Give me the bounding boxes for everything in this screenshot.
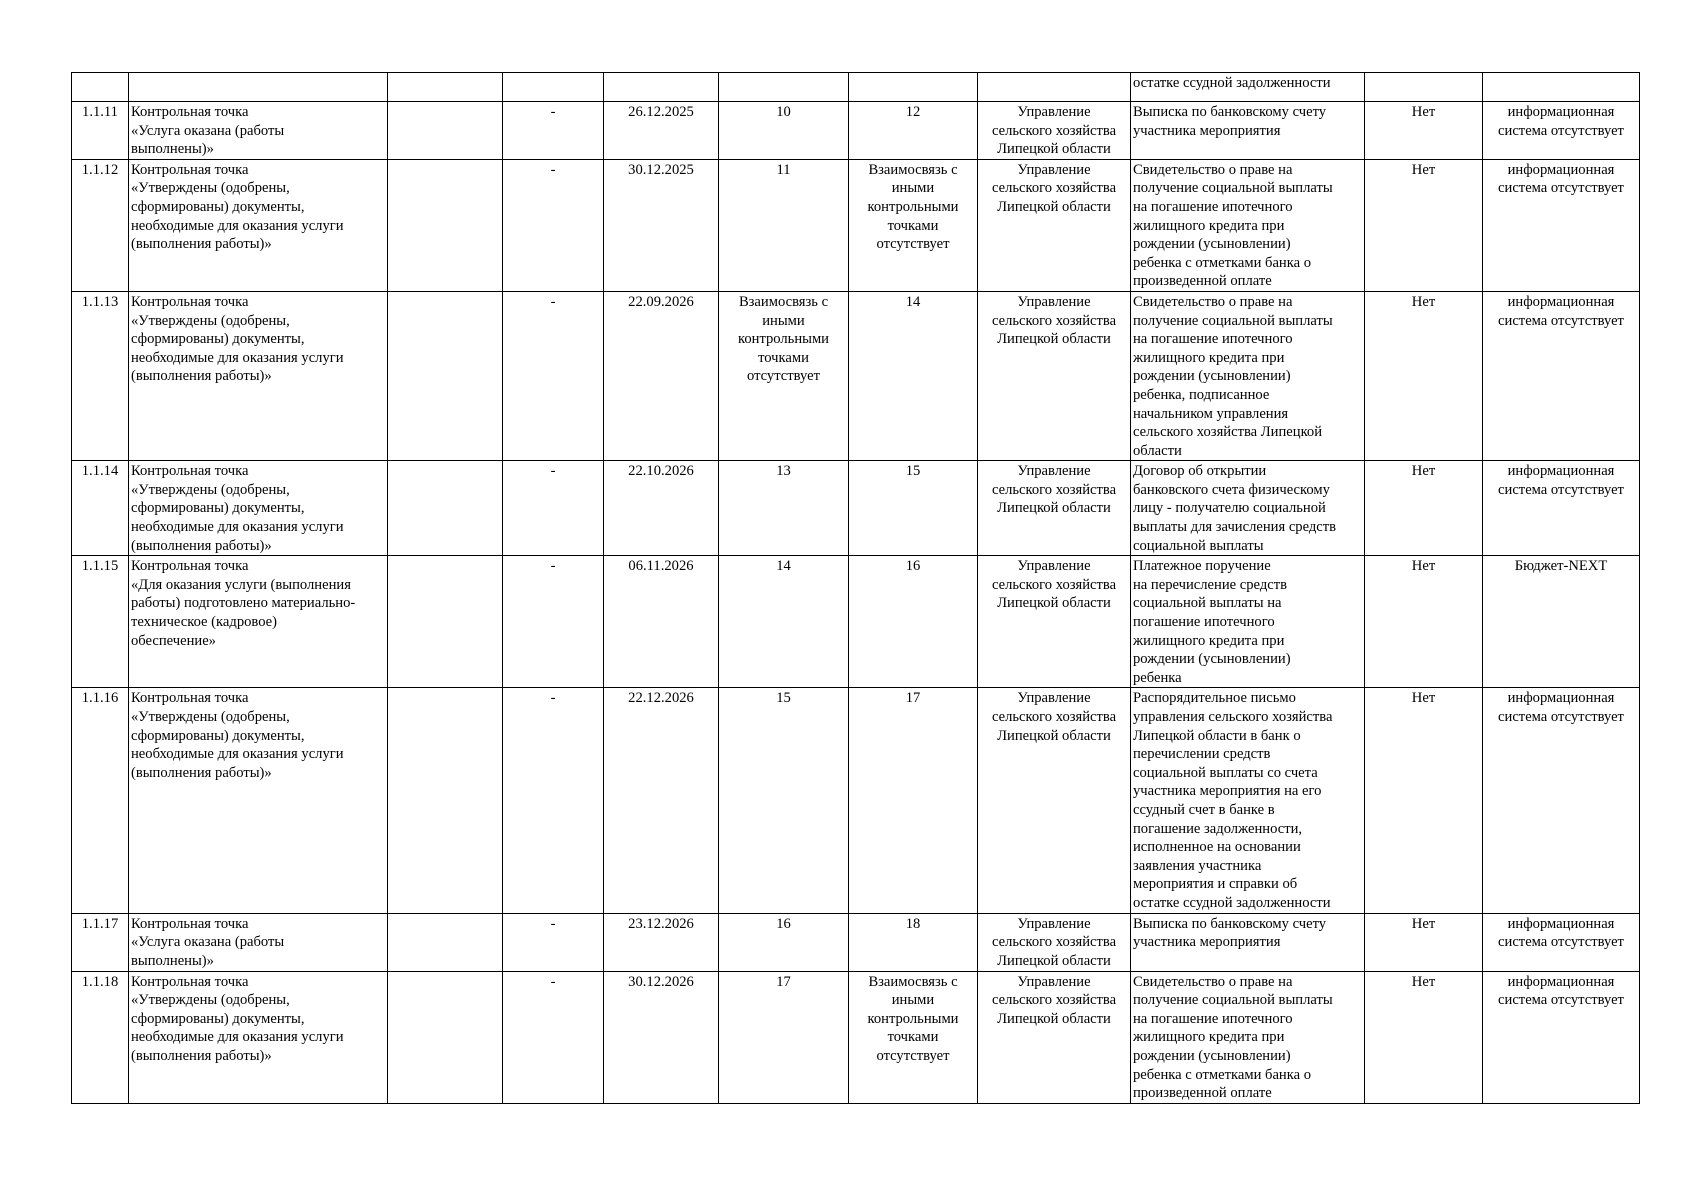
control-points-table bbox=[71, 72, 1640, 1104]
table-body bbox=[72, 73, 1640, 1104]
name-line: Контрольная точка bbox=[131, 293, 249, 310]
name-line: «Услуга оказана (работы bbox=[131, 934, 285, 951]
successor-line: отсутствует bbox=[876, 1047, 950, 1064]
document-line: погашение задолженности, bbox=[1133, 820, 1303, 837]
document-line: заявления участника bbox=[1133, 857, 1262, 874]
successor-line: 17 bbox=[905, 690, 921, 707]
cell-empty bbox=[388, 73, 503, 102]
cell-empty bbox=[388, 159, 503, 291]
table-row bbox=[72, 556, 1640, 688]
document-line: банковского счета физическому bbox=[1133, 481, 1330, 498]
successor-line: 16 bbox=[905, 558, 921, 575]
document-line: Выписка по банковскому счету bbox=[1133, 915, 1327, 932]
document-line: ребенка с отметками банка о bbox=[1133, 1066, 1312, 1083]
name-line: обеспечение» bbox=[131, 632, 216, 649]
cell-num bbox=[72, 73, 129, 102]
cell-dash: - bbox=[503, 913, 604, 971]
cell-flag: Нет bbox=[1365, 102, 1483, 160]
cell-name bbox=[129, 291, 388, 460]
successor-line: контрольными bbox=[867, 198, 959, 215]
cell-date: 06.11.2026 bbox=[604, 556, 719, 688]
cell-responsible bbox=[978, 159, 1131, 291]
cell-predecessor bbox=[719, 688, 849, 913]
cell-empty bbox=[388, 291, 503, 460]
name-line: Контрольная точка bbox=[131, 973, 249, 990]
cell-document bbox=[1131, 159, 1365, 291]
document-line: социальной выплаты на bbox=[1133, 595, 1282, 612]
cell-document bbox=[1131, 971, 1365, 1103]
system-line: система отсутствует bbox=[1498, 481, 1624, 498]
responsible-line: Управление bbox=[1017, 463, 1091, 480]
document-line: Липецкой области в банк о bbox=[1133, 727, 1301, 744]
cell-system bbox=[1483, 971, 1640, 1103]
document-line: начальником управления bbox=[1133, 405, 1289, 422]
name-line: «Утверждены (одобрены, bbox=[131, 481, 290, 498]
table-row bbox=[72, 461, 1640, 556]
cell-successor bbox=[849, 913, 978, 971]
document-line: социальной выплаты bbox=[1133, 537, 1264, 554]
cell-dash: - bbox=[503, 971, 604, 1103]
document-line: остатке ссудной задолженности bbox=[1133, 894, 1331, 911]
cell-predecessor bbox=[719, 913, 849, 971]
cell-dash: - bbox=[503, 556, 604, 688]
cell-dash: - bbox=[503, 291, 604, 460]
cell-num: 1.1.11 bbox=[72, 102, 129, 160]
cell-system bbox=[1483, 461, 1640, 556]
responsible-line: Управление bbox=[1017, 973, 1091, 990]
cell-name bbox=[129, 159, 388, 291]
cell-name bbox=[129, 73, 388, 102]
cell-date: 22.12.2026 bbox=[604, 688, 719, 913]
document-line: остатке ссудной задолженности bbox=[1133, 75, 1331, 91]
document-line: выплаты для зачисления средств bbox=[1133, 519, 1337, 536]
name-line: «Утверждены (одобрены, bbox=[131, 709, 290, 726]
table-row bbox=[72, 102, 1640, 160]
cell-empty bbox=[388, 102, 503, 160]
document-line: Платежное поручение bbox=[1133, 558, 1271, 575]
document-line: погашение ипотечного bbox=[1133, 614, 1275, 631]
name-line: «Для оказания услуги (выполнения bbox=[131, 576, 351, 593]
document-line: на погашение ипотечного bbox=[1133, 1010, 1293, 1027]
name-line: (выполнения работы)» bbox=[131, 537, 272, 554]
name-line: техническое (кадровое) bbox=[131, 614, 278, 631]
document-line: Свидетельство о праве на bbox=[1133, 293, 1293, 310]
cell-flag: Нет bbox=[1365, 688, 1483, 913]
table-row bbox=[72, 971, 1640, 1103]
cell-document bbox=[1131, 461, 1365, 556]
responsible-line: сельского хозяйства bbox=[991, 312, 1117, 329]
cell-successor bbox=[849, 971, 978, 1103]
cell-flag: Нет bbox=[1365, 291, 1483, 460]
name-line: (выполнения работы)» bbox=[131, 764, 272, 781]
cell-date: 30.12.2026 bbox=[604, 971, 719, 1103]
document-line: Свидетельство о праве на bbox=[1133, 161, 1293, 178]
responsible-line: сельского хозяйства bbox=[991, 180, 1117, 197]
document-line: рождении (усыновлении) bbox=[1133, 651, 1291, 668]
cell-empty bbox=[388, 556, 503, 688]
name-line: (выполнения работы)» bbox=[131, 236, 272, 253]
cell-dash: - bbox=[503, 159, 604, 291]
cell-predecessor bbox=[719, 461, 849, 556]
system-line: информационная bbox=[1507, 104, 1615, 120]
name-line: (выполнения работы)» bbox=[131, 1047, 272, 1064]
name-line: Контрольная точка bbox=[131, 690, 249, 707]
predecessor-line: 13 bbox=[776, 463, 791, 480]
cell-responsible bbox=[978, 971, 1131, 1103]
cell-responsible bbox=[978, 102, 1131, 160]
name-line: сформированы) документы, bbox=[131, 331, 305, 348]
document-line: лицу - получателю социальной bbox=[1133, 500, 1326, 517]
system-line: система отсутствует bbox=[1498, 992, 1624, 1009]
cell-predecessor bbox=[719, 102, 849, 160]
name-line: выполнены)» bbox=[131, 952, 214, 969]
document-line: произведенной оплате bbox=[1133, 1085, 1272, 1102]
document-line: жилищного кредита при bbox=[1133, 349, 1285, 366]
system-line: система отсутствует bbox=[1498, 709, 1624, 726]
document-line: рождении (усыновлении) bbox=[1133, 368, 1291, 385]
responsible-line: Управление bbox=[1017, 293, 1091, 310]
successor-line: отсутствует bbox=[876, 236, 950, 253]
predecessor-line: 16 bbox=[776, 915, 791, 932]
responsible-line: Липецкой области bbox=[997, 500, 1111, 517]
name-line: «Утверждены (одобрены, bbox=[131, 312, 290, 329]
cell-document bbox=[1131, 102, 1365, 160]
cell-successor bbox=[849, 102, 978, 160]
cell-responsible bbox=[978, 461, 1131, 556]
system-line: информационная bbox=[1507, 161, 1615, 178]
cell-predecessor bbox=[719, 556, 849, 688]
cell-dash bbox=[503, 73, 604, 102]
responsible-line: сельского хозяйства bbox=[991, 992, 1117, 1009]
system-line: система отсутствует bbox=[1498, 312, 1624, 329]
responsible-line: Липецкой области bbox=[997, 198, 1111, 215]
name-line: выполнены)» bbox=[131, 141, 214, 158]
predecessor-line: Взаимосвязь с bbox=[738, 293, 829, 310]
system-line: информационная bbox=[1507, 463, 1615, 480]
predecessor-line: 15 bbox=[776, 690, 791, 707]
system-line: информационная bbox=[1507, 915, 1615, 932]
cell-system bbox=[1483, 556, 1640, 688]
name-line: «Утверждены (одобрены, bbox=[131, 992, 290, 1009]
document-line: области bbox=[1133, 442, 1182, 459]
cell-empty bbox=[388, 913, 503, 971]
cell-num: 1.1.15 bbox=[72, 556, 129, 688]
predecessor-line: 11 bbox=[776, 161, 791, 178]
cell-flag: Нет bbox=[1365, 556, 1483, 688]
name-line: (выполнения работы)» bbox=[131, 368, 272, 385]
cell-num: 1.1.17 bbox=[72, 913, 129, 971]
cell-empty bbox=[388, 688, 503, 913]
document-line: на перечисление средств bbox=[1133, 576, 1287, 593]
responsible-line: сельского хозяйства bbox=[991, 709, 1117, 726]
cell-responsible bbox=[978, 556, 1131, 688]
cell-empty bbox=[388, 461, 503, 556]
cell-num: 1.1.12 bbox=[72, 159, 129, 291]
responsible-line: сельского хозяйства bbox=[991, 934, 1117, 951]
document-line: ребенка с отметками банка о bbox=[1133, 254, 1312, 271]
document-line: жилищного кредита при bbox=[1133, 632, 1285, 649]
cell-flag: Нет bbox=[1365, 971, 1483, 1103]
cell-date: 30.12.2025 bbox=[604, 159, 719, 291]
responsible-line: сельского хозяйства bbox=[991, 481, 1117, 498]
cell-name bbox=[129, 102, 388, 160]
document-line: на погашение ипотечного bbox=[1133, 198, 1293, 215]
system-line: система отсутствует bbox=[1498, 122, 1624, 139]
cell-responsible bbox=[978, 73, 1131, 102]
document-line: Выписка по банковскому счету bbox=[1133, 104, 1327, 120]
cell-date bbox=[604, 73, 719, 102]
name-line: «Утверждены (одобрены, bbox=[131, 180, 290, 197]
successor-line: точками bbox=[887, 1029, 939, 1046]
cell-system bbox=[1483, 291, 1640, 460]
table-row bbox=[72, 913, 1640, 971]
predecessor-line: иными bbox=[762, 312, 805, 329]
responsible-line: Липецкой области bbox=[997, 595, 1111, 612]
document-line: получение социальной выплаты bbox=[1133, 312, 1333, 329]
document-line: исполненное на основании bbox=[1133, 839, 1301, 856]
predecessor-line: отсутствует bbox=[746, 368, 820, 385]
cell-name bbox=[129, 971, 388, 1103]
successor-line: 12 bbox=[905, 104, 921, 120]
responsible-line: Липецкой области bbox=[997, 1010, 1111, 1027]
cell-dash: - bbox=[503, 102, 604, 160]
name-line: сформированы) документы, bbox=[131, 500, 305, 517]
cell-num: 1.1.13 bbox=[72, 291, 129, 460]
table-row bbox=[72, 159, 1640, 291]
document-line: мероприятия и справки об bbox=[1133, 876, 1298, 893]
cell-predecessor bbox=[719, 971, 849, 1103]
cell-responsible bbox=[978, 913, 1131, 971]
cell-successor bbox=[849, 461, 978, 556]
document-line: участника мероприятия bbox=[1133, 934, 1281, 951]
cell-successor bbox=[849, 556, 978, 688]
table-row-continuation bbox=[72, 73, 1640, 102]
cell-num: 1.1.16 bbox=[72, 688, 129, 913]
cell-dash: - bbox=[503, 688, 604, 913]
document-line: социальной выплаты со счета bbox=[1133, 764, 1318, 781]
name-line: необходимые для оказания услуги bbox=[131, 1029, 344, 1046]
predecessor-line: 17 bbox=[776, 973, 791, 990]
document-line: Договор об открытии bbox=[1133, 463, 1267, 480]
system-line: система отсутствует bbox=[1498, 934, 1624, 951]
cell-predecessor bbox=[719, 159, 849, 291]
name-line: Контрольная точка bbox=[131, 463, 249, 480]
responsible-line: Липецкой области bbox=[997, 141, 1111, 158]
cell-system bbox=[1483, 73, 1640, 102]
name-line: Контрольная точка bbox=[131, 915, 249, 932]
cell-document bbox=[1131, 291, 1365, 460]
document-line: жилищного кредита при bbox=[1133, 217, 1285, 234]
responsible-line: сельского хозяйства bbox=[991, 122, 1117, 139]
cell-system bbox=[1483, 102, 1640, 160]
document-line: ребенка bbox=[1133, 669, 1182, 686]
cell-predecessor bbox=[719, 291, 849, 460]
cell-flag bbox=[1365, 73, 1483, 102]
cell-successor bbox=[849, 688, 978, 913]
responsible-line: Управление bbox=[1017, 915, 1091, 932]
document-line: ребенка, подписанное bbox=[1133, 386, 1270, 403]
cell-predecessor bbox=[719, 73, 849, 102]
cell-name bbox=[129, 688, 388, 913]
document-line: сельского хозяйства Липецкой bbox=[1133, 424, 1323, 441]
cell-flag: Нет bbox=[1365, 913, 1483, 971]
cell-flag: Нет bbox=[1365, 461, 1483, 556]
cell-successor bbox=[849, 159, 978, 291]
document-line: рождении (усыновлении) bbox=[1133, 236, 1291, 253]
system-line: информационная bbox=[1507, 690, 1615, 707]
document-line: Свидетельство о праве на bbox=[1133, 973, 1293, 990]
document-line: участника мероприятия bbox=[1133, 122, 1281, 139]
cell-name bbox=[129, 461, 388, 556]
name-line: сформированы) документы, bbox=[131, 727, 305, 744]
table-row bbox=[72, 291, 1640, 460]
successor-line: 14 bbox=[905, 293, 921, 310]
name-line: сформированы) документы, bbox=[131, 1010, 305, 1027]
cell-date: 23.12.2026 bbox=[604, 913, 719, 971]
name-line: необходимые для оказания услуги bbox=[131, 217, 344, 234]
document-line: Распорядительное письмо bbox=[1133, 690, 1296, 707]
document-line: управления сельского хозяйства bbox=[1133, 709, 1333, 726]
cell-document bbox=[1131, 913, 1365, 971]
name-line: необходимые для оказания услуги bbox=[131, 349, 344, 366]
cell-flag: Нет bbox=[1365, 159, 1483, 291]
document-line: рождении (усыновлении) bbox=[1133, 1047, 1291, 1064]
responsible-line: Липецкой области bbox=[997, 331, 1111, 348]
predecessor-line: 14 bbox=[776, 558, 791, 575]
name-line: необходимые для оказания услуги bbox=[131, 746, 344, 763]
name-line: «Услуга оказана (работы bbox=[131, 122, 285, 139]
successor-line: Взаимосвязь с bbox=[868, 161, 958, 178]
cell-document bbox=[1131, 556, 1365, 688]
system-line: система отсутствует bbox=[1498, 180, 1624, 197]
successor-line: 15 bbox=[905, 463, 921, 480]
cell-name bbox=[129, 556, 388, 688]
predecessor-line: 10 bbox=[776, 104, 791, 120]
document-line: ссудный счет в банке в bbox=[1133, 802, 1275, 818]
cell-successor bbox=[849, 73, 978, 102]
predecessor-line: контрольными bbox=[737, 331, 829, 348]
cell-responsible bbox=[978, 688, 1131, 913]
document-line: перечислении средств bbox=[1133, 746, 1271, 763]
cell-system bbox=[1483, 688, 1640, 913]
document-line: получение социальной выплаты bbox=[1133, 992, 1333, 1009]
cell-name bbox=[129, 913, 388, 971]
responsible-line: Липецкой области bbox=[997, 952, 1111, 969]
system-line: информационная bbox=[1507, 293, 1615, 310]
cell-system bbox=[1483, 913, 1640, 971]
cell-document bbox=[1131, 73, 1365, 102]
system-line: информационная bbox=[1507, 973, 1615, 990]
responsible-line: Липецкой области bbox=[997, 727, 1111, 744]
name-line: Контрольная точка bbox=[131, 104, 249, 120]
document-page bbox=[71, 72, 1639, 1104]
cell-num: 1.1.18 bbox=[72, 971, 129, 1103]
cell-date: 22.09.2026 bbox=[604, 291, 719, 460]
cell-empty bbox=[388, 971, 503, 1103]
name-line: работы) подготовлено материально- bbox=[131, 595, 356, 612]
cell-dash: - bbox=[503, 461, 604, 556]
system-line: Бюджет-NEXT bbox=[1514, 558, 1608, 575]
cell-num: 1.1.14 bbox=[72, 461, 129, 556]
cell-responsible bbox=[978, 291, 1131, 460]
cell-document bbox=[1131, 688, 1365, 913]
name-line: сформированы) документы, bbox=[131, 198, 305, 215]
cell-system bbox=[1483, 159, 1640, 291]
document-line: получение социальной выплаты bbox=[1133, 180, 1333, 197]
cell-successor bbox=[849, 291, 978, 460]
document-line: жилищного кредита при bbox=[1133, 1029, 1285, 1046]
responsible-line: Управление bbox=[1017, 161, 1091, 178]
successor-line: иными bbox=[891, 180, 935, 197]
responsible-line: сельского хозяйства bbox=[991, 576, 1117, 593]
name-line: необходимые для оказания услуги bbox=[131, 519, 344, 536]
document-line: на погашение ипотечного bbox=[1133, 331, 1293, 348]
responsible-line: Управление bbox=[1017, 104, 1091, 120]
successor-line: иными bbox=[891, 992, 935, 1009]
predecessor-line: точками bbox=[758, 349, 809, 366]
cell-date: 26.12.2025 bbox=[604, 102, 719, 160]
successor-line: Взаимосвязь с bbox=[868, 973, 958, 990]
name-line: Контрольная точка bbox=[131, 161, 249, 178]
document-line: участника мероприятия на его bbox=[1133, 783, 1322, 800]
successor-line: контрольными bbox=[867, 1010, 959, 1027]
name-line: Контрольная точка bbox=[131, 558, 249, 575]
table-row bbox=[72, 688, 1640, 913]
cell-date: 22.10.2026 bbox=[604, 461, 719, 556]
responsible-line: Управление bbox=[1017, 558, 1091, 575]
document-line: произведенной оплате bbox=[1133, 273, 1272, 290]
responsible-line: Управление bbox=[1017, 690, 1091, 707]
successor-line: точками bbox=[887, 217, 939, 234]
successor-line: 18 bbox=[905, 915, 921, 932]
